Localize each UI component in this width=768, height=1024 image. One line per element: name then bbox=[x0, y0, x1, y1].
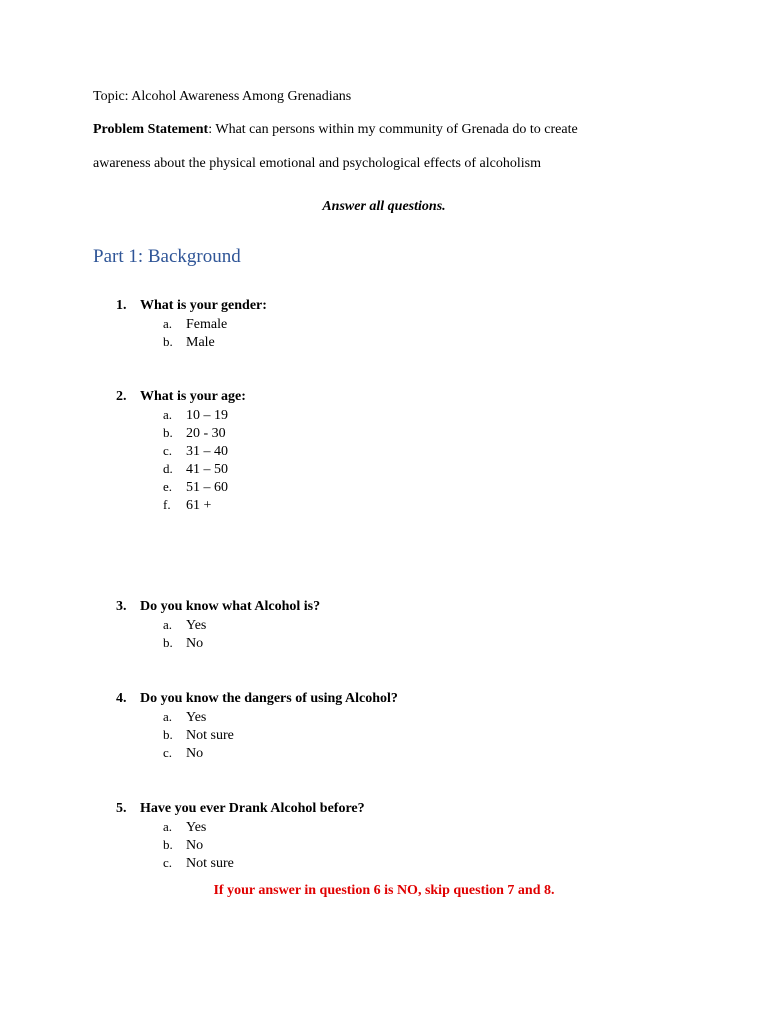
option-letter: a. bbox=[163, 617, 173, 632]
question-number: 2. bbox=[116, 389, 127, 404]
option-text: Yes bbox=[186, 618, 207, 633]
option-text: 51 – 60 bbox=[186, 480, 228, 495]
option-q2-b bbox=[163, 424, 226, 443]
option-text: No bbox=[186, 838, 204, 853]
option-text: Yes bbox=[186, 820, 207, 835]
problem-statement-line-1 bbox=[93, 121, 578, 139]
option-letter: b. bbox=[163, 334, 173, 349]
option-letter: b. bbox=[163, 727, 173, 742]
option-q2-d bbox=[163, 460, 228, 479]
option-text: Yes bbox=[186, 710, 207, 725]
option-letter: a. bbox=[163, 819, 173, 834]
instruction-text: Answer all questions. bbox=[322, 199, 446, 214]
question-number: 5. bbox=[116, 801, 127, 816]
option-q2-a bbox=[163, 406, 228, 425]
option-letter: b. bbox=[163, 425, 173, 440]
option-text: Not sure bbox=[186, 856, 234, 871]
option-text: Female bbox=[186, 317, 228, 332]
option-letter: a. bbox=[163, 316, 173, 331]
question-4 bbox=[116, 690, 398, 708]
option-letter: c. bbox=[163, 745, 173, 760]
option-q4-c bbox=[163, 744, 203, 763]
skip-instruction-warning: If your answer in question 6 is NO, skip question 7 and 8. bbox=[213, 883, 555, 898]
option-q5-a bbox=[163, 818, 206, 837]
option-letter: a. bbox=[163, 407, 173, 422]
option-letter: c. bbox=[163, 443, 173, 458]
option-text: 20 - 30 bbox=[186, 426, 226, 441]
problem-statement-line-2: awareness about the physical emotional and psychological effects of alcoholism bbox=[93, 156, 541, 171]
option-text: No bbox=[186, 746, 204, 761]
question-5 bbox=[116, 800, 365, 818]
option-letter: e. bbox=[163, 479, 173, 494]
option-q2-f bbox=[163, 496, 211, 515]
option-q1-a bbox=[163, 315, 227, 334]
option-text: Male bbox=[186, 335, 215, 350]
option-letter: b. bbox=[163, 635, 173, 650]
problem-statement-label: Problem Statement bbox=[93, 122, 209, 137]
option-q3-a bbox=[163, 616, 206, 635]
option-text: 41 – 50 bbox=[186, 462, 228, 477]
question-text: Do you know what Alcohol is? bbox=[140, 599, 321, 614]
option-q5-c bbox=[163, 854, 234, 873]
question-text: What is your age: bbox=[140, 389, 246, 404]
part-heading: Part 1: Background bbox=[93, 246, 241, 267]
option-q5-b bbox=[163, 836, 203, 855]
question-number: 3. bbox=[116, 599, 127, 614]
problem-statement-text-1: : What can persons within my community of Grenada do to create bbox=[208, 122, 578, 137]
question-text: Have you ever Drank Alcohol before? bbox=[140, 801, 365, 816]
topic-line: Topic: Alcohol Awareness Among Grenadians bbox=[93, 89, 352, 104]
question-3 bbox=[116, 598, 320, 616]
option-text: 10 – 19 bbox=[186, 408, 228, 423]
option-text: 61 + bbox=[186, 498, 212, 513]
question-2 bbox=[116, 388, 246, 406]
option-text: 31 – 40 bbox=[186, 444, 228, 459]
option-letter: d. bbox=[163, 461, 173, 476]
option-q3-b bbox=[163, 634, 203, 653]
question-1 bbox=[116, 297, 267, 315]
question-number: 1. bbox=[116, 298, 127, 313]
option-text: Not sure bbox=[186, 728, 234, 743]
question-text: Do you know the dangers of using Alcohol? bbox=[140, 691, 398, 706]
question-number: 4. bbox=[116, 691, 127, 706]
option-q2-e bbox=[163, 478, 228, 497]
question-text: What is your gender: bbox=[140, 298, 267, 313]
option-q4-b bbox=[163, 726, 234, 745]
option-q2-c bbox=[163, 442, 228, 461]
option-letter: b. bbox=[163, 837, 173, 852]
option-q4-a bbox=[163, 708, 206, 727]
option-letter: f. bbox=[163, 497, 171, 512]
option-text: No bbox=[186, 636, 204, 651]
option-letter: a. bbox=[163, 709, 173, 724]
option-q1-b bbox=[163, 333, 215, 352]
option-letter: c. bbox=[163, 855, 173, 870]
